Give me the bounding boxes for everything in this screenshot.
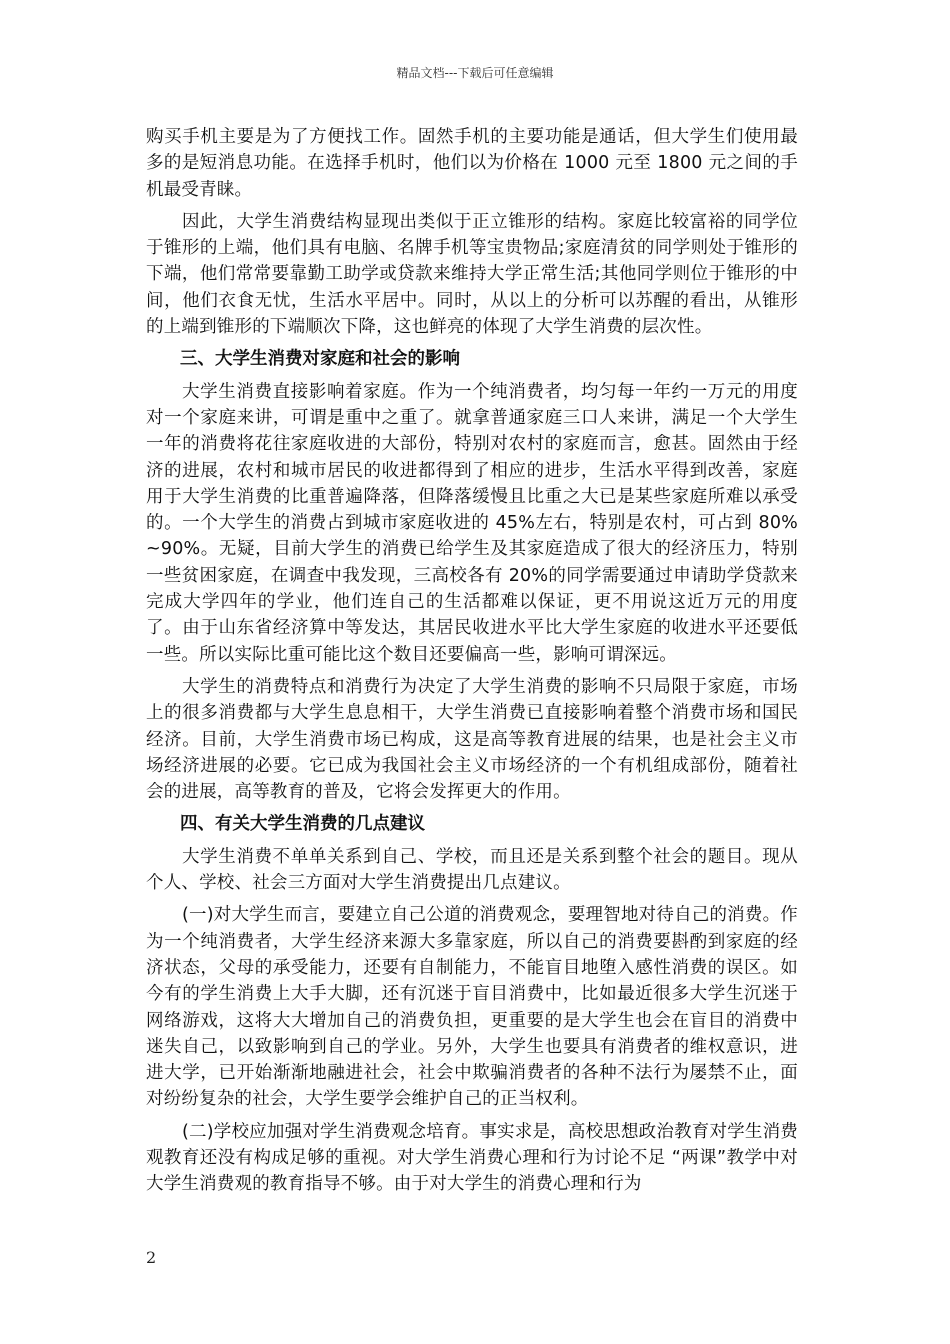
document-body: [146, 124, 798, 1204]
section-heading-3: 三、大学生消费对家庭和社会的影响: [180, 349, 460, 370]
paragraph-2: 因此，大学生消费结构显现出类似于正立锥形的结构。家庭比较富裕的同学位于锥形的上端，他们具有电脑、名牌手机等宝贵物品;家庭清贫的同学则处于锥形的下端，他们常常要靠勤工助学或贷款来维持大学正常生活;其他同学则位于锥形的中间，他们衣食无忧，生活水平居中。同时，从以上的分析可以苏醒的看出，从锥形的上端到锥形的下端顺次下降，这也鲜亮的体现了大学生消费的层次性。: [146, 211, 798, 338]
section-heading-4: 四、有关大学生消费的几点建议: [180, 814, 425, 835]
paragraph-3: 大学生消费直接影响着家庭。作为一个纯消费者，均匀每一年约一万元的用度对一个家庭来讲，可谓是重中之重了。就拿普通家庭三口人来讲，满足一个大学生一年的消费将花往家庭收进的大部份，特别对农村的家庭而言，愈甚。固然由于经济的进展，农村和城市居民的收进都得到了相应的进步，生活水平得到改善，家庭用于大学生消费的比重普遍降落，但降落缓慢且比重之大已是某些家庭所难以承受的。一个大学生的消费占到城市家庭收进的 45%左右，特别是农村，可占到 80%~90%。无疑，目前大学生的消费已给学生及其家庭造成了很大的经济压力，特别一些贫困家庭，在调查中我发现，三高校各有 20%的同学需要通过申请助学贷款来完成大学四年的学业，他们连自己的生活都难以保证，更不用说这近万元的用度了。由于山东省经济算中等发达，其居民收进水平比大学生家庭的收进水平还要低一些。所以实际比重可能比这个数目还要偏高一些，影响可谓深远。: [146, 381, 798, 665]
paragraph-5: 大学生消费不单单关系到自己、学校，而且还是关系到整个社会的题目。现从个人、学校、社会三方面对大学生消费提出几点建议。: [146, 846, 798, 894]
paragraph-1: 购买手机主要是为了方便找工作。固然手机的主要功能是通话，但大学生们使用最多的是短消息功能。在选择手机时，他们以为价格在 1000 元至 1800 元之间的手机最受青睐。: [146, 127, 798, 200]
paragraph-4: 大学生的消费特点和消费行为决定了大学生消费的影响不只局限于家庭，市场上的很多消费都与大学生息息相干，大学生消费已直接影响着整个消费市场和国民经济。目前，大学生消费市场已构成，这是高等教育进展的结果，也是社会主义市场经济进展的必要。它已成为我国社会主义市场经济的一个有机组成部份，随着社会的进展，高等教育的普及，它将会发挥更大的作用。: [146, 676, 798, 803]
paragraph-6: (一)对大学生而言，要建立自己公道的消费观念，要理智地对待自己的消费。作为一个纯消费者，大学生经济来源大多靠家庭，所以自己的消费要斟酌到家庭的经济状态，父母的承受能力，还要有自制能力，不能盲目地堕入感性消费的误区。如今有的学生消费上大手大脚，还有沉迷于盲目消费中，比如最近很多大学生沉迷于网络游戏，这将大大增加自己的消费负担，更重要的是大学生也会在盲目的消费中迷失自己，以致影响到自己的学业。另外，大学生也要具有消费者的维权意识，进进大学，已开始渐渐地融进社会，社会中欺骗消费者的各种不法行为屡禁不止，面对纷纷复杂的社会，大学生要学会维护自己的正当权利。: [146, 905, 798, 1110]
page-header: 精品文档---下载后可任意编辑: [396, 66, 554, 80]
page-number: 2: [146, 1248, 157, 1267]
paragraph-7: (二)学校应加强对学生消费观念培育。事实求是，高校思想政治教育对学生消费观教育还没有构成足够的重视。对大学生消费心理和行为讨论不足 “两课”教学中对大学生消费观的教育指导不够。由于对大学生的消费心理和行为: [146, 1121, 798, 1195]
